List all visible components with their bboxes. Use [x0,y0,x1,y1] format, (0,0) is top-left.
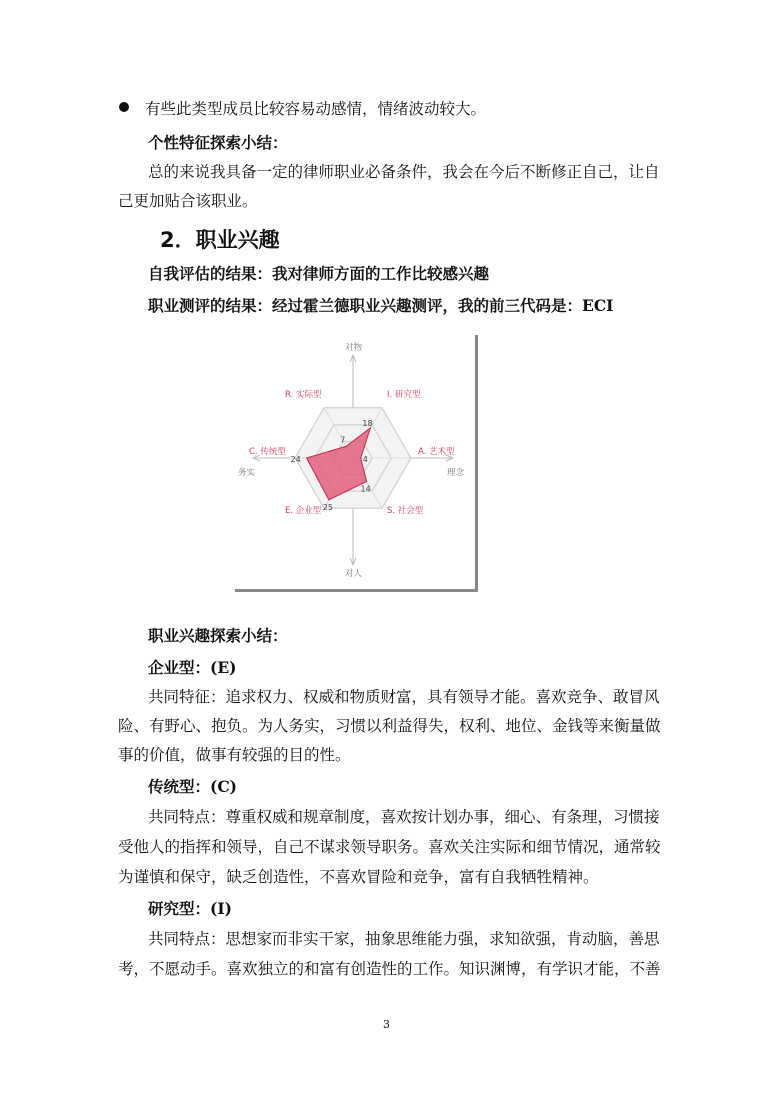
enterprise-heading: 企业型：(E) [148,658,237,677]
radar-axis-label: A. 艺术型 [418,447,455,457]
radar-axis-label: S. 社会型 [387,506,424,516]
test-result: 职业测评的结果：经过霍兰德职业兴趣测评，我的前三代码是：ECI [148,296,614,315]
conventional-line1: 共同特点：尊重权威和规章制度，喜欢按计划办事，细心、有条理，习惯接 [148,808,660,826]
direction-label-left: 务实 [238,468,256,478]
conventional-line2: 受他人的指挥和领导，自己不谋求领导职务。喜欢关注实际和细节情况，通常较 [118,838,661,856]
page-number: 3 [383,1018,390,1031]
personality-summary-line1: 总的来说我具备一定的律师职业必备条件，我会在今后不断修正自己，让自 [148,163,660,181]
radar-axis-label: R. 实际型 [285,390,322,400]
self-assessment: 自我评估的结果：我对律师方面的工作比较感兴趣 [148,264,490,283]
interest-summary-heading: 职业兴趣探索小结： [148,626,288,645]
radar-axis-label: E. 企业型 [285,506,322,516]
enterprise-line3: 事的价值，做事有较强的目的性。 [118,746,351,764]
radar-value-label: 18 [362,418,373,428]
enterprise-line2: 险、有野心、抱负。为人务实，习惯以利益得失，权利、地位、金钱等来衡量做 [118,717,661,735]
investigative-line2: 考，不愿动手。喜欢独立的和富有创造性的工作。知识渊博，有学识才能，不善 [118,960,661,978]
radar-value-label: 7 [340,435,346,445]
conventional-heading: 传统型：(C) [148,777,238,796]
radar-value-label: 14 [360,484,371,494]
personality-summary-heading: 个性特征探索小结： [148,133,288,152]
radar-chart [235,335,475,589]
direction-label-top: 对物 [345,343,363,353]
section-title: 2．职业兴趣 [160,228,280,252]
personality-summary-line2: 己更加贴合该职业。 [118,192,258,210]
conventional-line3: 为谨慎和保守，缺乏创造性，不喜欢冒险和竞争，富有自我牺牲精神。 [118,868,599,886]
radar-axis-label: C. 传统型 [249,447,286,457]
bullet-text: 有些此类型成员比较容易动感情，情绪波动较大。 [145,100,487,118]
bullet-icon [119,102,129,112]
radar-value-label: 24 [290,455,301,464]
radar-value-label: 4 [362,455,368,464]
radar-chart-frame [235,335,478,592]
investigative-line1: 共同特点：思想家而非实干家，抽象思维能力强，求知欲强，肯动脑，善思 [148,930,660,948]
direction-label-right: 理念 [447,468,465,478]
investigative-heading: 研究型：(I) [148,899,232,918]
radar-value-label: 25 [322,502,334,512]
direction-label-bottom: 对人 [345,569,363,579]
radar-axis-label: I. 研究型 [387,390,421,400]
enterprise-line1: 共同特征：追求权力、权威和物质财富，具有领导才能。喜欢竞争、敢冒风 [148,688,660,706]
